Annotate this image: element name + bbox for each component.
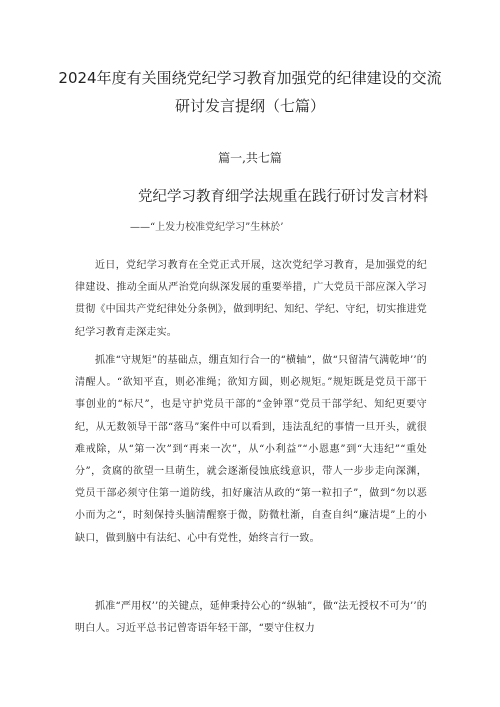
body-paragraph: 抓准“守规矩”的基础点，绷直知行合一的“横轴”，做“只留清气满乾坤’’的清醒人。“欲知平直，则必准绳；欲知方圆，则必规矩。”规矩既是党员干部干事创业的“标尺”，也是守护党员干部的“金钟罩”党员干部学纪、知纪更要守纪，从无数领导干部“落马”案件中可以看到，违法乱纪的事情一旦开头，就很难戒除，从“第一次”到“再来一次”，从“小利益”“小恩惠”到“大违纪”“重处分”，贪腐的欲望一旦萌生，就会逐渐侵蚀底线意识，带人一步步走向深渊，党员干部必须守住第一道防线，扣好廉洁从政的“第一粒扣子”，做到“勿以恶小而为之“，时刻保持头脑清醒察于微，防微杜渐，自查自纠“廉洁堤”上的小缺口，做到脑中有法纪、心中有党性，始终言行一致。: [75, 355, 427, 544]
article-subtitle: ——“上发力校准党纪学习”生林於’: [130, 222, 284, 233]
article-title: 党纪学习教育细学法规重在践行研讨发言材料: [138, 189, 428, 205]
body-paragraph: 近日，党纪学习教育在全党正式开展，这次党纪学习教育，是加强党的纪律建设、推动全面从严治党向纵深发展的重要举措，广大党员干部应深入学习贯彻《中国共产党纪律处分条例》，做到明纪、知纪、学纪、守纪，切实推进党纪学习教育走深走实。: [75, 260, 427, 338]
document-title: 2024年度有关围绕党纪学习教育加强党的纪律建设的交流研讨发言提纲（七篇）: [58, 69, 442, 115]
section-label: 篇一,共七篇: [218, 151, 282, 165]
body-paragraph: 抓准“严用权’’的关键点，延伸秉持公心的“纵轴”，做“法无授权不可为’’的明白人。习近平总书记曾寄语年轻干部，“要守住权力: [75, 601, 427, 635]
